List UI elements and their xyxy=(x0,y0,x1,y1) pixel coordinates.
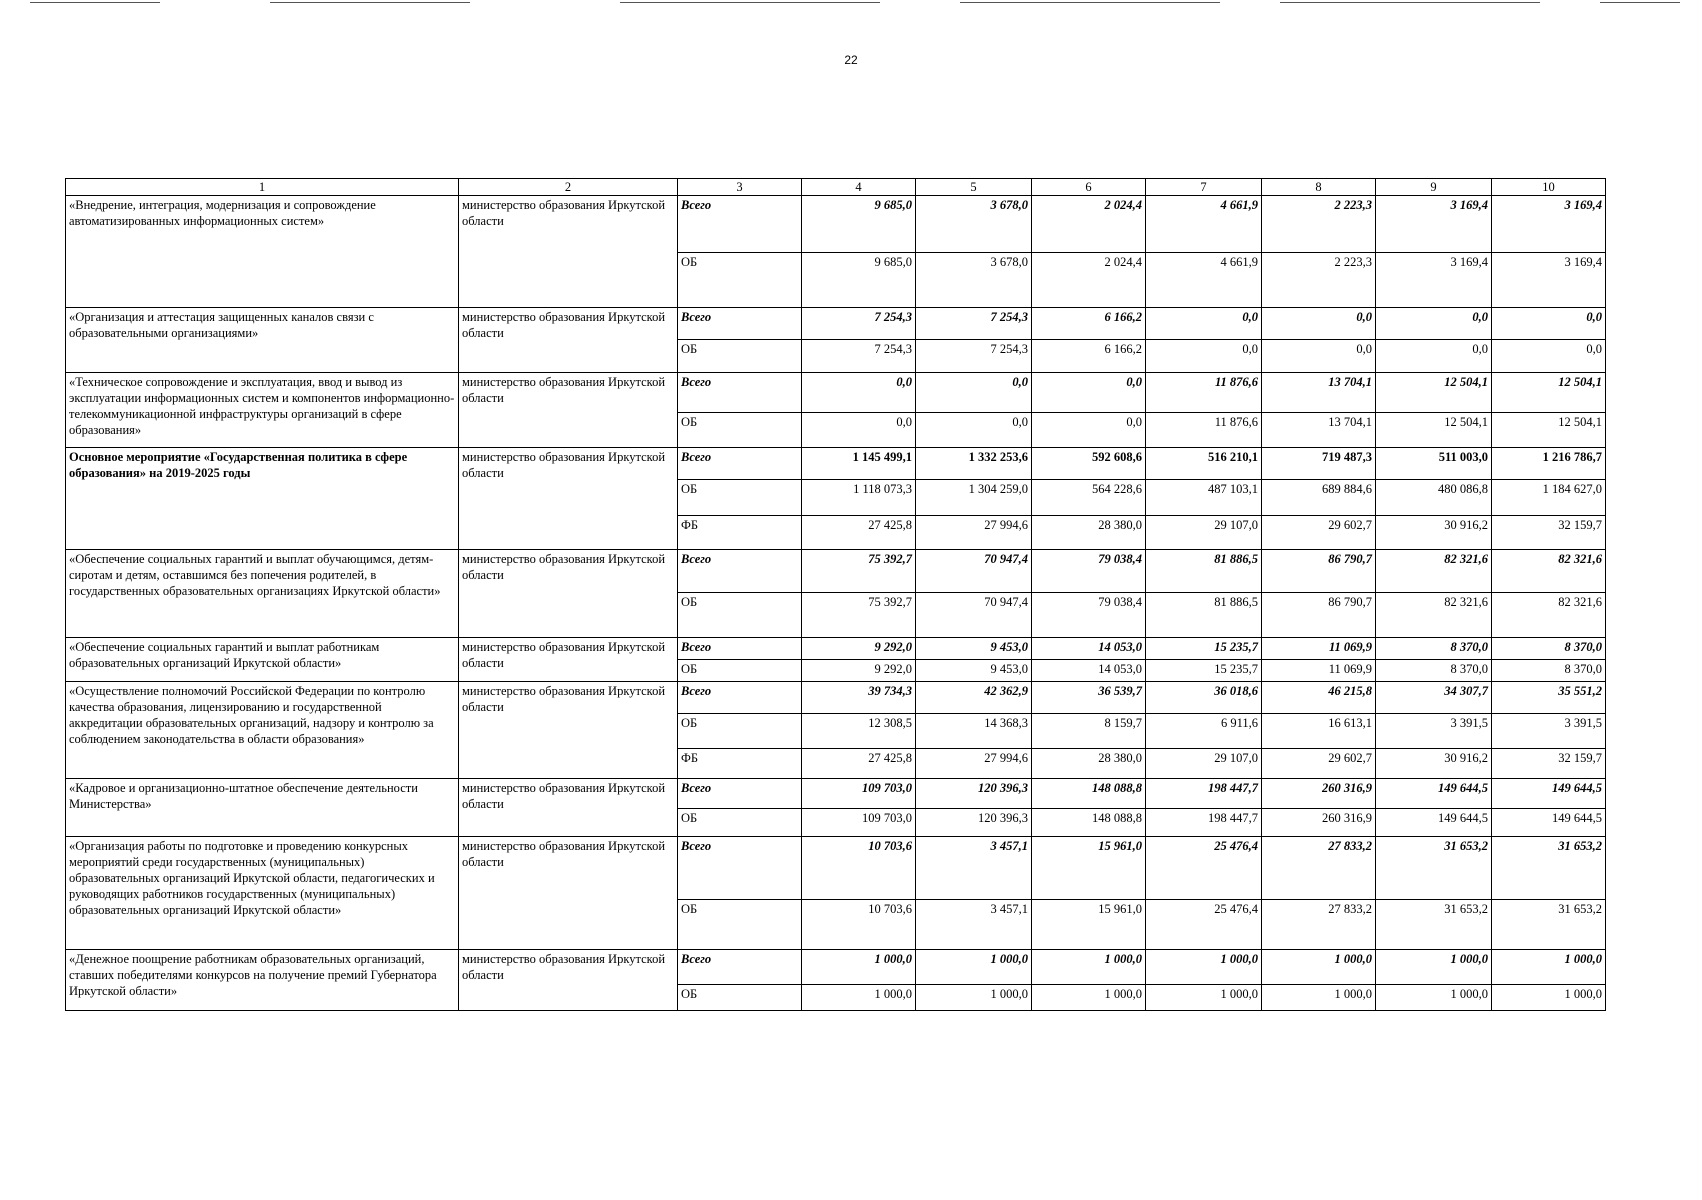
funding-source: Всего xyxy=(678,308,802,340)
amount-cell: 6 166,2 xyxy=(1032,308,1146,340)
amount-cell: 11 069,9 xyxy=(1262,660,1376,682)
amount-cell: 30 916,2 xyxy=(1376,749,1492,779)
executor: министерство образования Иркутской области xyxy=(459,448,678,550)
amount-cell: 3 457,1 xyxy=(916,837,1032,900)
amount-cell: 260 316,9 xyxy=(1262,809,1376,837)
amount-cell: 516 210,1 xyxy=(1146,448,1262,480)
amount-cell: 34 307,7 xyxy=(1376,682,1492,714)
executor: министерство образования Иркутской области xyxy=(459,373,678,448)
executor: министерство образования Иркутской области xyxy=(459,550,678,638)
amount-cell: 8 159,7 xyxy=(1032,714,1146,749)
amount-cell: 2 223,3 xyxy=(1262,253,1376,308)
amount-cell: 2 024,4 xyxy=(1032,253,1146,308)
amount-cell: 81 886,5 xyxy=(1146,550,1262,593)
funding-source: Всего xyxy=(678,638,802,660)
column-number: 4 xyxy=(802,179,916,196)
column-number: 3 xyxy=(678,179,802,196)
amount-cell: 1 145 499,1 xyxy=(802,448,916,480)
amount-cell: 16 613,1 xyxy=(1262,714,1376,749)
amount-cell: 109 703,0 xyxy=(802,809,916,837)
funding-source: Всего xyxy=(678,950,802,985)
amount-cell: 86 790,7 xyxy=(1262,550,1376,593)
amount-cell: 11 069,9 xyxy=(1262,638,1376,660)
amount-cell: 8 370,0 xyxy=(1492,660,1606,682)
amount-cell: 1 000,0 xyxy=(802,985,916,1011)
amount-cell: 12 504,1 xyxy=(1492,373,1606,413)
funding-source: Всего xyxy=(678,837,802,900)
column-number: 1 xyxy=(66,179,459,196)
amount-cell: 1 000,0 xyxy=(916,985,1032,1011)
amount-cell: 3 169,4 xyxy=(1492,253,1606,308)
table-row xyxy=(66,196,1606,253)
amount-cell: 0,0 xyxy=(1146,308,1262,340)
funding-source: ОБ xyxy=(678,660,802,682)
amount-cell: 82 321,6 xyxy=(1492,593,1606,638)
amount-cell: 82 321,6 xyxy=(1376,550,1492,593)
amount-cell: 35 551,2 xyxy=(1492,682,1606,714)
amount-cell: 3 457,1 xyxy=(916,900,1032,950)
amount-cell: 75 392,7 xyxy=(802,550,916,593)
amount-cell: 120 396,3 xyxy=(916,779,1032,809)
amount-cell: 564 228,6 xyxy=(1032,480,1146,516)
amount-cell: 70 947,4 xyxy=(916,593,1032,638)
column-number: 5 xyxy=(916,179,1032,196)
amount-cell: 31 653,2 xyxy=(1492,837,1606,900)
amount-cell: 25 476,4 xyxy=(1146,900,1262,950)
activity-name: «Обеспечение социальных гарантий и выплат обучающимся, детям-сиротам и детям, оставшимся без попечения родителей, в государственных образовательных организациях Иркутской области» xyxy=(66,550,459,638)
amount-cell: 0,0 xyxy=(1492,340,1606,373)
amount-cell: 1 216 786,7 xyxy=(1492,448,1606,480)
executor: министерство образования Иркутской области xyxy=(459,779,678,837)
funding-source: ФБ xyxy=(678,749,802,779)
amount-cell: 0,0 xyxy=(1032,413,1146,448)
amount-cell: 10 703,6 xyxy=(802,900,916,950)
amount-cell: 148 088,8 xyxy=(1032,779,1146,809)
amount-cell: 6 911,6 xyxy=(1146,714,1262,749)
amount-cell: 149 644,5 xyxy=(1376,779,1492,809)
amount-cell: 46 215,8 xyxy=(1262,682,1376,714)
amount-cell: 689 884,6 xyxy=(1262,480,1376,516)
amount-cell: 15 961,0 xyxy=(1032,837,1146,900)
activity-name: «Кадровое и организационно-штатное обеспечение деятельности Министерства» xyxy=(66,779,459,837)
amount-cell: 75 392,7 xyxy=(802,593,916,638)
amount-cell: 487 103,1 xyxy=(1146,480,1262,516)
table-row xyxy=(66,682,1606,714)
column-number: 9 xyxy=(1376,179,1492,196)
funding-source: ОБ xyxy=(678,340,802,373)
page-number: 22 xyxy=(844,53,858,67)
funding-source: ОБ xyxy=(678,253,802,308)
amount-cell: 9 685,0 xyxy=(802,196,916,253)
amount-cell: 31 653,2 xyxy=(1492,900,1606,950)
amount-cell: 81 886,5 xyxy=(1146,593,1262,638)
amount-cell: 2 024,4 xyxy=(1032,196,1146,253)
amount-cell: 32 159,7 xyxy=(1492,749,1606,779)
executor: министерство образования Иркутской области xyxy=(459,638,678,682)
amount-cell: 1 304 259,0 xyxy=(916,480,1032,516)
activity-name: «Внедрение, интеграция, модернизация и сопровождение автоматизированных информационных систем» xyxy=(66,196,459,308)
amount-cell: 30 916,2 xyxy=(1376,516,1492,550)
amount-cell: 1 000,0 xyxy=(1492,950,1606,985)
activity-name: Основное мероприятие «Государственная политика в сфере образования» на 2019-2025 годы xyxy=(66,448,459,550)
amount-cell: 12 504,1 xyxy=(1376,413,1492,448)
amount-cell: 148 088,8 xyxy=(1032,809,1146,837)
amount-cell: 149 644,5 xyxy=(1492,779,1606,809)
amount-cell: 1 000,0 xyxy=(1032,950,1146,985)
amount-cell: 1 000,0 xyxy=(1262,950,1376,985)
table-row xyxy=(66,308,1606,340)
amount-cell: 0,0 xyxy=(1262,308,1376,340)
table-row xyxy=(66,638,1606,660)
amount-cell: 28 380,0 xyxy=(1032,516,1146,550)
amount-cell: 1 000,0 xyxy=(1146,985,1262,1011)
amount-cell: 6 166,2 xyxy=(1032,340,1146,373)
amount-cell: 0,0 xyxy=(1376,340,1492,373)
amount-cell: 42 362,9 xyxy=(916,682,1032,714)
table-row xyxy=(66,373,1606,413)
amount-cell: 9 685,0 xyxy=(802,253,916,308)
funding-source: ОБ xyxy=(678,480,802,516)
funding-source: Всего xyxy=(678,448,802,480)
funding-source: Всего xyxy=(678,373,802,413)
executor: министерство образования Иркутской области xyxy=(459,837,678,950)
amount-cell: 0,0 xyxy=(1376,308,1492,340)
amount-cell: 1 000,0 xyxy=(916,950,1032,985)
amount-cell: 4 661,9 xyxy=(1146,196,1262,253)
funding-source: Всего xyxy=(678,779,802,809)
amount-cell: 0,0 xyxy=(916,373,1032,413)
amount-cell: 79 038,4 xyxy=(1032,550,1146,593)
amount-cell: 9 453,0 xyxy=(916,660,1032,682)
amount-cell: 10 703,6 xyxy=(802,837,916,900)
amount-cell: 9 292,0 xyxy=(802,660,916,682)
funding-source: ОБ xyxy=(678,413,802,448)
amount-cell: 25 476,4 xyxy=(1146,837,1262,900)
amount-cell: 7 254,3 xyxy=(916,340,1032,373)
amount-cell: 3 169,4 xyxy=(1376,253,1492,308)
amount-cell: 28 380,0 xyxy=(1032,749,1146,779)
amount-cell: 3 391,5 xyxy=(1492,714,1606,749)
amount-cell: 7 254,3 xyxy=(802,308,916,340)
amount-cell: 27 833,2 xyxy=(1262,837,1376,900)
amount-cell: 3 169,4 xyxy=(1492,196,1606,253)
amount-cell: 719 487,3 xyxy=(1262,448,1376,480)
amount-cell: 120 396,3 xyxy=(916,809,1032,837)
amount-cell: 0,0 xyxy=(1262,340,1376,373)
amount-cell: 1 184 627,0 xyxy=(1492,480,1606,516)
funding-source: ОБ xyxy=(678,593,802,638)
amount-cell: 27 425,8 xyxy=(802,516,916,550)
amount-cell: 12 308,5 xyxy=(802,714,916,749)
amount-cell: 82 321,6 xyxy=(1376,593,1492,638)
amount-cell: 0,0 xyxy=(802,413,916,448)
amount-cell: 1 000,0 xyxy=(1146,950,1262,985)
amount-cell: 7 254,3 xyxy=(916,308,1032,340)
amount-cell: 1 000,0 xyxy=(1492,985,1606,1011)
amount-cell: 14 368,3 xyxy=(916,714,1032,749)
amount-cell: 4 661,9 xyxy=(1146,253,1262,308)
amount-cell: 11 876,6 xyxy=(1146,413,1262,448)
amount-cell: 13 704,1 xyxy=(1262,373,1376,413)
table-body xyxy=(66,196,1606,1011)
amount-cell: 149 644,5 xyxy=(1376,809,1492,837)
funding-source: ОБ xyxy=(678,900,802,950)
activity-name: «Осуществление полномочий Российской Федерации по контролю качества образования, лицензированию и государственной аккредитации образовательных организаций, надзору и контролю за соблюдением законодательства в области образования» xyxy=(66,682,459,779)
amount-cell: 8 370,0 xyxy=(1376,660,1492,682)
column-number: 10 xyxy=(1492,179,1606,196)
amount-cell: 8 370,0 xyxy=(1376,638,1492,660)
amount-cell: 29 107,0 xyxy=(1146,516,1262,550)
amount-cell: 480 086,8 xyxy=(1376,480,1492,516)
amount-cell: 0,0 xyxy=(916,413,1032,448)
column-number: 6 xyxy=(1032,179,1146,196)
amount-cell: 11 876,6 xyxy=(1146,373,1262,413)
amount-cell: 198 447,7 xyxy=(1146,809,1262,837)
amount-cell: 7 254,3 xyxy=(802,340,916,373)
amount-cell: 36 539,7 xyxy=(1032,682,1146,714)
amount-cell: 9 292,0 xyxy=(802,638,916,660)
amount-cell: 1 000,0 xyxy=(1262,985,1376,1011)
amount-cell: 70 947,4 xyxy=(916,550,1032,593)
funding-source: ОБ xyxy=(678,809,802,837)
activity-name: «Организация и аттестация защищенных каналов связи с образовательными организациями» xyxy=(66,308,459,373)
amount-cell: 0,0 xyxy=(802,373,916,413)
amount-cell: 27 833,2 xyxy=(1262,900,1376,950)
amount-cell: 1 000,0 xyxy=(1376,950,1492,985)
amount-cell: 1 000,0 xyxy=(1032,985,1146,1011)
amount-cell: 79 038,4 xyxy=(1032,593,1146,638)
amount-cell: 1 000,0 xyxy=(802,950,916,985)
executor: министерство образования Иркутской области xyxy=(459,196,678,308)
amount-cell: 0,0 xyxy=(1032,373,1146,413)
amount-cell: 8 370,0 xyxy=(1492,638,1606,660)
activity-name: «Организация работы по подготовке и проведению конкурсных мероприятий среди государственных (муниципальных) образовательных организаций Иркутской области, педагогических и руководящих работников государственных (муниципальных) образовательных организаций Иркутской области» xyxy=(66,837,459,950)
amount-cell: 15 235,7 xyxy=(1146,638,1262,660)
column-number-row xyxy=(66,179,1606,196)
amount-cell: 15 235,7 xyxy=(1146,660,1262,682)
amount-cell: 12 504,1 xyxy=(1492,413,1606,448)
amount-cell: 1 332 253,6 xyxy=(916,448,1032,480)
table-row xyxy=(66,837,1606,900)
amount-cell: 15 961,0 xyxy=(1032,900,1146,950)
activity-name: «Техническое сопровождение и эксплуатация, ввод и вывод из эксплуатации информационных систем и компонентов информационно-телекоммуникационной инфраструктуры организаций в сфере образования» xyxy=(66,373,459,448)
funding-source: Всего xyxy=(678,196,802,253)
budget-table xyxy=(65,178,1606,1011)
amount-cell: 39 734,3 xyxy=(802,682,916,714)
funding-source: ФБ xyxy=(678,516,802,550)
amount-cell: 3 678,0 xyxy=(916,253,1032,308)
activity-name: «Обеспечение социальных гарантий и выплат работникам образовательных организаций Иркутской области» xyxy=(66,638,459,682)
amount-cell: 29 602,7 xyxy=(1262,749,1376,779)
table-row xyxy=(66,550,1606,593)
amount-cell: 3 678,0 xyxy=(916,196,1032,253)
amount-cell: 31 653,2 xyxy=(1376,900,1492,950)
amount-cell: 1 000,0 xyxy=(1376,985,1492,1011)
amount-cell: 2 223,3 xyxy=(1262,196,1376,253)
amount-cell: 3 391,5 xyxy=(1376,714,1492,749)
amount-cell: 0,0 xyxy=(1492,308,1606,340)
amount-cell: 0,0 xyxy=(1146,340,1262,373)
amount-cell: 198 447,7 xyxy=(1146,779,1262,809)
table-row xyxy=(66,950,1606,985)
amount-cell: 511 003,0 xyxy=(1376,448,1492,480)
amount-cell: 86 790,7 xyxy=(1262,593,1376,638)
amount-cell: 27 994,6 xyxy=(916,516,1032,550)
executor: министерство образования Иркутской области xyxy=(459,682,678,779)
amount-cell: 36 018,6 xyxy=(1146,682,1262,714)
executor: министерство образования Иркутской области xyxy=(459,308,678,373)
amount-cell: 29 107,0 xyxy=(1146,749,1262,779)
funding-source: Всего xyxy=(678,682,802,714)
amount-cell: 9 453,0 xyxy=(916,638,1032,660)
amount-cell: 27 994,6 xyxy=(916,749,1032,779)
amount-cell: 29 602,7 xyxy=(1262,516,1376,550)
amount-cell: 12 504,1 xyxy=(1376,373,1492,413)
amount-cell: 3 169,4 xyxy=(1376,196,1492,253)
amount-cell: 260 316,9 xyxy=(1262,779,1376,809)
amount-cell: 109 703,0 xyxy=(802,779,916,809)
table-row xyxy=(66,448,1606,480)
funding-source: ОБ xyxy=(678,714,802,749)
amount-cell: 592 608,6 xyxy=(1032,448,1146,480)
funding-source: Всего xyxy=(678,550,802,593)
amount-cell: 149 644,5 xyxy=(1492,809,1606,837)
executor: министерство образования Иркутской области xyxy=(459,950,678,1011)
amount-cell: 1 118 073,3 xyxy=(802,480,916,516)
amount-cell: 13 704,1 xyxy=(1262,413,1376,448)
funding-source: ОБ xyxy=(678,985,802,1011)
column-number: 2 xyxy=(459,179,678,196)
amount-cell: 82 321,6 xyxy=(1492,550,1606,593)
column-number: 8 xyxy=(1262,179,1376,196)
amount-cell: 27 425,8 xyxy=(802,749,916,779)
amount-cell: 31 653,2 xyxy=(1376,837,1492,900)
amount-cell: 14 053,0 xyxy=(1032,638,1146,660)
amount-cell: 14 053,0 xyxy=(1032,660,1146,682)
amount-cell: 32 159,7 xyxy=(1492,516,1606,550)
activity-name: «Денежное поощрение работникам образовательных организаций, ставших победителями конкурсов на получение премий Губернатора Иркутской области» xyxy=(66,950,459,1011)
column-number: 7 xyxy=(1146,179,1262,196)
table-row xyxy=(66,779,1606,809)
